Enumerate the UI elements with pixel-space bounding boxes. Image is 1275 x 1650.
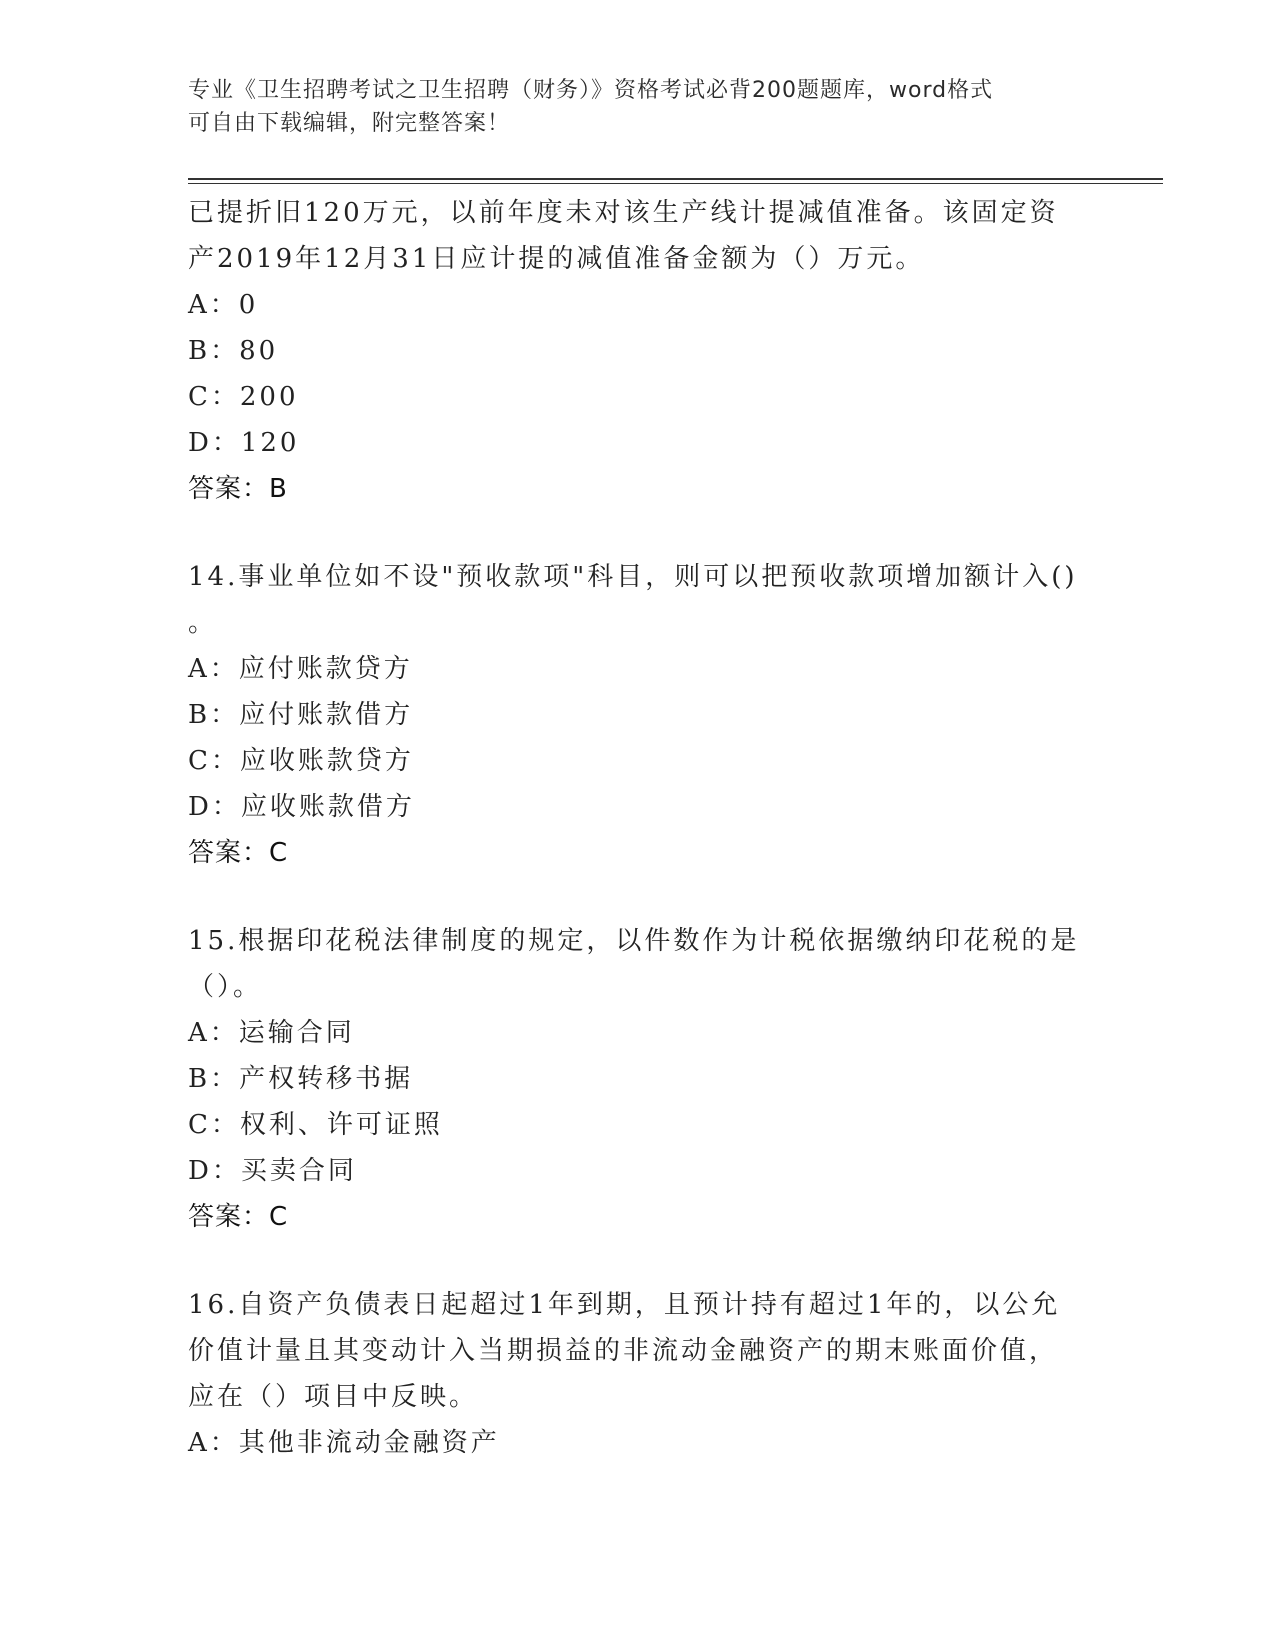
- option-d: D：应收账款借方: [188, 792, 415, 822]
- question-text-line: 已提折旧120万元，以前年度未对该生产线计提减值准备。该固定资: [188, 198, 1059, 228]
- question-text-line: 。: [188, 608, 218, 638]
- option-a: A：应付账款贷方: [188, 654, 413, 684]
- option-c: C：应收账款贷方: [188, 746, 414, 776]
- option-b: B：80: [188, 336, 279, 366]
- option-c: C：200: [188, 382, 299, 412]
- option-a: A：运输合同: [188, 1018, 355, 1048]
- question-15: [188, 918, 1088, 1240]
- question-text-line: 应在（）项目中反映。: [188, 1382, 479, 1412]
- answer-label: 答案：C: [188, 838, 289, 868]
- answer-label: 答案：B: [188, 474, 288, 504]
- question-16: [188, 1282, 1088, 1466]
- header-divider-thin: [188, 183, 1163, 184]
- page-header: [188, 74, 1088, 140]
- option-c: C：权利、许可证照: [188, 1110, 443, 1140]
- header-divider-thick: [188, 178, 1163, 180]
- question-text-line: （）。: [188, 972, 263, 1002]
- answer-label: 答案：C: [188, 1202, 289, 1232]
- spacer: [188, 1240, 1088, 1282]
- header-line-2: 可自由下载编辑，附完整答案！: [188, 111, 511, 136]
- option-b: B：应付账款借方: [188, 700, 414, 730]
- spacer: [188, 876, 1088, 918]
- question-text-line: 16.自资产负债表日起超过1年到期，且预计持有超过1年的，以公允: [188, 1290, 1061, 1320]
- question-text-line: 产2019年12月31日应计提的减值准备金额为（）万元。: [188, 244, 925, 274]
- header-line-1: 专业《卫生招聘考试之卫生招聘（财务）》资格考试必背200题题库，word格式: [188, 78, 994, 103]
- option-a: A：0: [188, 290, 259, 320]
- question-text-line: 价值计量且其变动计入当期损益的非流动金融资产的期末账面价值，: [188, 1336, 1059, 1366]
- option-d: D：120: [188, 428, 300, 458]
- question-14: [188, 554, 1088, 876]
- option-a: A：其他非流动金融资产: [188, 1428, 500, 1458]
- question-list: [188, 190, 1088, 1466]
- option-d: D：买卖合同: [188, 1156, 357, 1186]
- question-13: [188, 190, 1088, 512]
- question-text-line: 15.根据印花税法律制度的规定，以件数作为计税依据缴纳印花税的是: [188, 926, 1080, 956]
- spacer: [188, 512, 1088, 554]
- option-b: B：产权转移书据: [188, 1064, 414, 1094]
- question-text-line: 14.事业单位如不设"预收款项"科目，则可以把预收款项增加额计入(): [188, 562, 1078, 592]
